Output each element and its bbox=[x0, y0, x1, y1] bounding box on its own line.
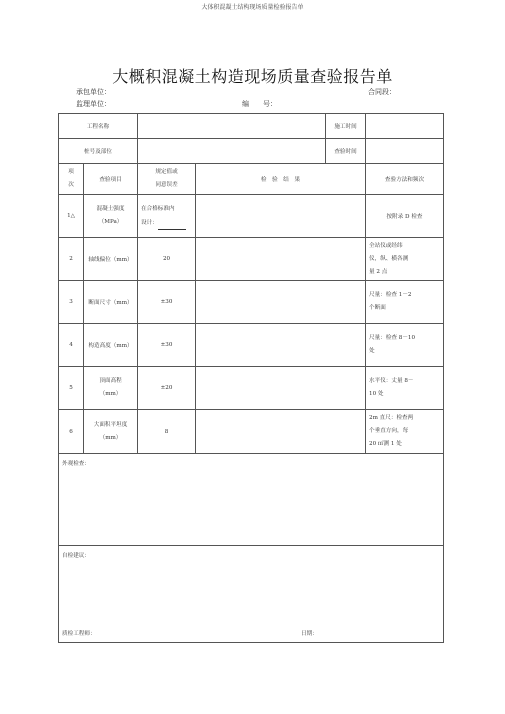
row-method: 尺量：检查 1－2 个断面 bbox=[366, 281, 444, 324]
date-label: 日期： bbox=[301, 631, 318, 637]
appearance-cell[interactable] bbox=[59, 454, 444, 546]
row-item: 断面尺寸（mm） bbox=[84, 281, 138, 324]
column-header-row bbox=[59, 164, 444, 195]
table-row bbox=[59, 195, 444, 238]
row-spec bbox=[138, 195, 196, 238]
table-row bbox=[59, 281, 444, 324]
construction-time-label: 施工时间 bbox=[326, 114, 366, 139]
row-method: 2m 直尺：检查两 个垂直方向，每 20 ㎡测 1 处 bbox=[366, 410, 444, 454]
col-item: 查验项目 bbox=[84, 164, 138, 195]
spec-design bbox=[141, 216, 193, 230]
spec-design-label: 设计： bbox=[141, 220, 158, 226]
self-check-content bbox=[59, 546, 443, 642]
pile-location-label: 桩号及部位 bbox=[59, 139, 138, 164]
table-row bbox=[59, 324, 444, 367]
table-row bbox=[59, 238, 444, 281]
design-value-line[interactable] bbox=[158, 223, 186, 230]
row-no: 3 bbox=[59, 281, 84, 324]
inspection-time-label: 查验时间 bbox=[326, 139, 366, 164]
project-name-label: 工程名称 bbox=[59, 114, 138, 139]
row-result[interactable] bbox=[196, 367, 366, 410]
row-item: 大面积平坦度 （mm） bbox=[84, 410, 138, 454]
row-method: 全站仪或经纬 仪，纵、横各测 量 2 点 bbox=[366, 238, 444, 281]
self-check-cell[interactable] bbox=[59, 546, 444, 643]
row-no: 2 bbox=[59, 238, 84, 281]
row-spec: 8 bbox=[138, 410, 196, 454]
row-no: 1△ bbox=[59, 195, 84, 238]
row-result[interactable] bbox=[196, 238, 366, 281]
supervisor-label: 监理单位： bbox=[76, 100, 111, 108]
col-result: 检 验 结 果 bbox=[196, 164, 366, 195]
row-item: 混凝土强度 （MPa） bbox=[84, 195, 138, 238]
table-row bbox=[59, 410, 444, 454]
row-result[interactable] bbox=[196, 324, 366, 367]
row-no: 6 bbox=[59, 410, 84, 454]
contractor-label: 承包单位： bbox=[76, 88, 111, 96]
info-row-2 bbox=[59, 139, 444, 164]
construction-time-value[interactable] bbox=[366, 114, 444, 139]
col-item-no: 项 次 bbox=[59, 164, 84, 195]
row-spec: 20 bbox=[138, 238, 196, 281]
row-spec: ±20 bbox=[138, 367, 196, 410]
col-spec: 规定值或 同意误差 bbox=[138, 164, 196, 195]
row-item: 轴线偏位（mm） bbox=[84, 238, 138, 281]
row-spec: ±30 bbox=[138, 324, 196, 367]
row-item: 构造高度（mm） bbox=[84, 324, 138, 367]
page-header: 大体积混凝土结构现场质量检验报告单 bbox=[201, 4, 304, 11]
number-label: 编 号： bbox=[242, 100, 277, 108]
inspection-form-table bbox=[58, 113, 444, 643]
row-result[interactable] bbox=[196, 195, 366, 238]
row-result[interactable] bbox=[196, 281, 366, 324]
project-name-value[interactable] bbox=[138, 114, 326, 139]
row-method: 水平仪：丈量 8－ 10 处 bbox=[366, 367, 444, 410]
self-check-row bbox=[59, 546, 444, 643]
appearance-label: 外观检查： bbox=[62, 461, 90, 467]
row-no: 5 bbox=[59, 367, 84, 410]
row-method: 尺量：检查 8－10 处 bbox=[366, 324, 444, 367]
spec-text: 在合格标准内 bbox=[141, 206, 175, 212]
row-item: 顶面高程 （mm） bbox=[84, 367, 138, 410]
row-method: 按附录 D 检查 bbox=[366, 195, 444, 238]
contract-no-label: 合同段： bbox=[368, 88, 396, 96]
appearance-row bbox=[59, 454, 444, 546]
pile-location-value[interactable] bbox=[138, 139, 326, 164]
self-check-label: 自检建议： bbox=[62, 553, 90, 559]
inspector-label: 质检工程师： bbox=[62, 631, 96, 637]
table-row bbox=[59, 367, 444, 410]
row-spec: ±30 bbox=[138, 281, 196, 324]
row-no: 4 bbox=[59, 324, 84, 367]
report-title: 大概积混凝土构造现场质量查验报告单 bbox=[112, 67, 393, 86]
info-row-1 bbox=[59, 114, 444, 139]
inspection-time-value[interactable] bbox=[366, 139, 444, 164]
row-result[interactable] bbox=[196, 410, 366, 454]
col-method: 查验方法和频次 bbox=[366, 164, 444, 195]
